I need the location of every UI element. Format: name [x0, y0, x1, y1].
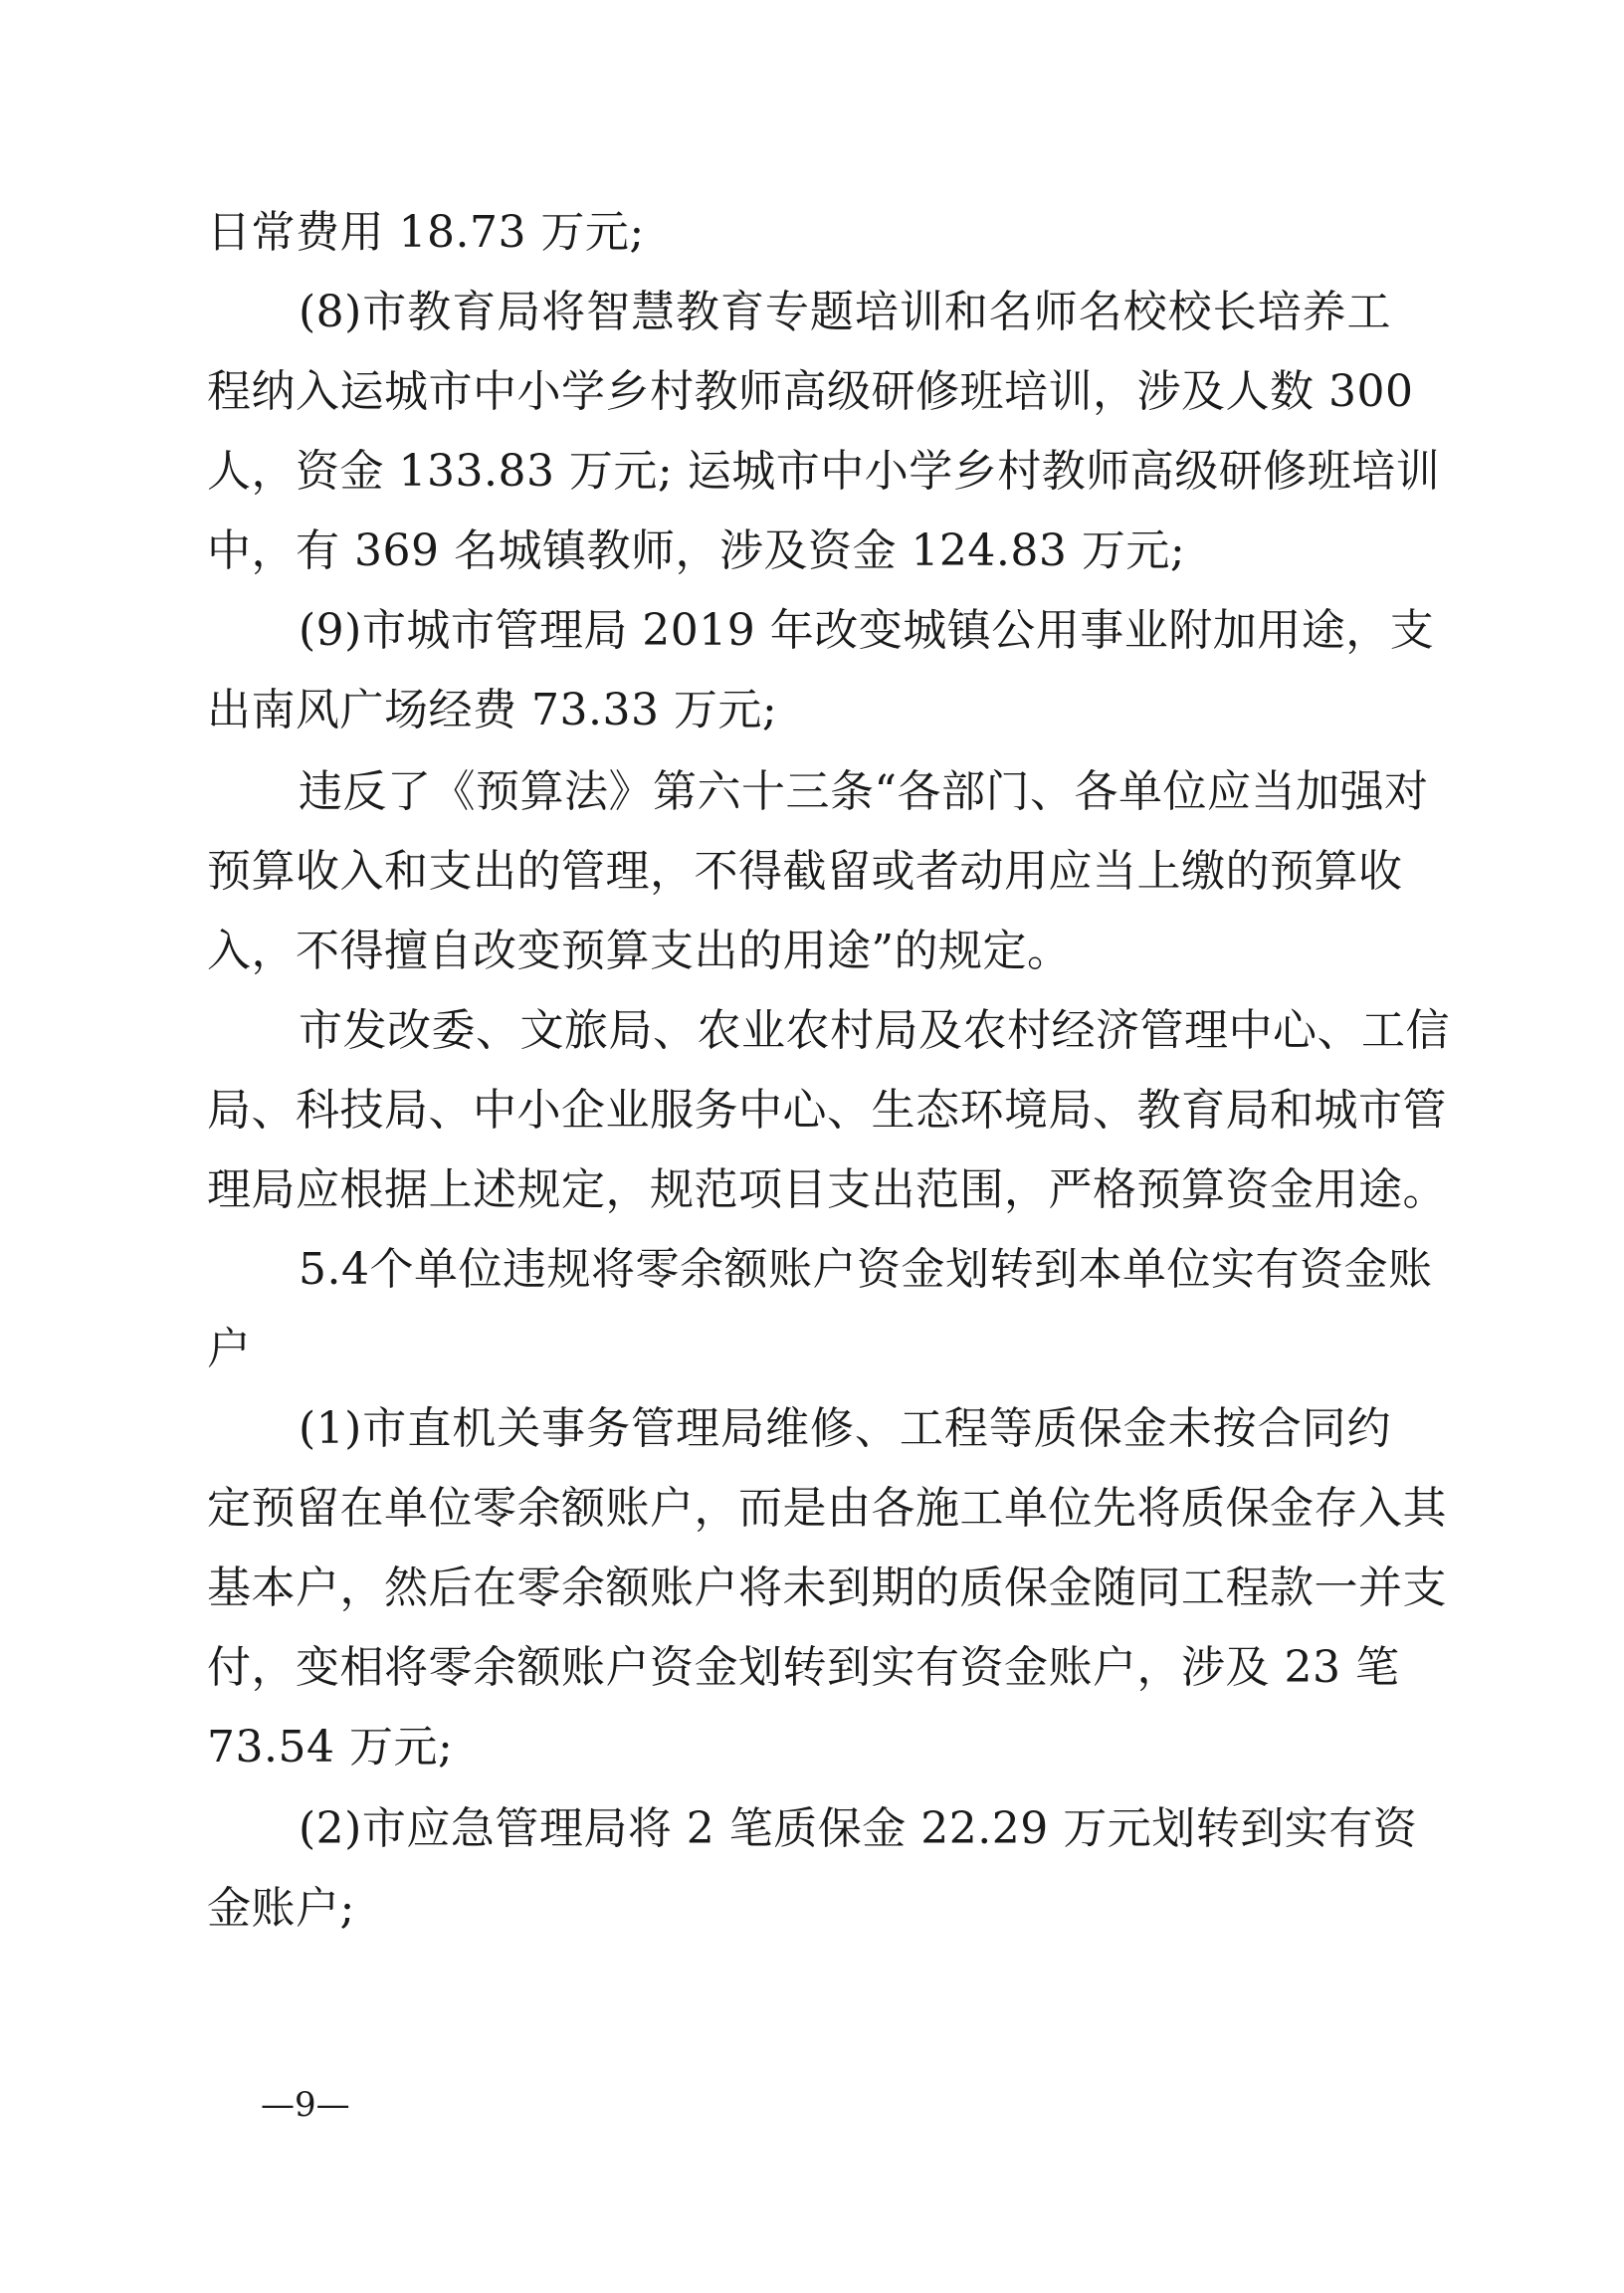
text-line: 日常费用 18.73 万元; — [207, 207, 645, 258]
text-line: 局、科技局、中小企业服务中心、生态环境局、教育局和城市管 — [207, 1085, 1447, 1136]
text-line: 违反了《预算法》第六十三条“各部门、各单位应当加强对 — [299, 766, 1429, 817]
text-line: (8)市教育局将智慧教育专题培训和名师名校校长培养工 — [299, 287, 1391, 337]
text-line: 出南风广场经费 73.33 万元; — [207, 685, 778, 735]
text-line: 户 — [207, 1324, 252, 1374]
text-line: (1)市直机关事务管理局维修、工程等质保金未按合同约 — [299, 1403, 1391, 1454]
text-line: 定预留在单位零余额账户，而是由各施工单位先将质保金存入其 — [207, 1483, 1447, 1534]
text-line: 程纳入运城市中小学乡村教师高级研修班培训，涉及人数 300 — [207, 366, 1414, 417]
text-line: 中，有 369 名城镇教师，涉及资金 124.83 万元; — [207, 525, 1186, 576]
text-line: (2)市应急管理局将 2 笔质保金 22.29 万元划转到实有资 — [299, 1803, 1418, 1854]
text-line: 预算收入和支出的管理，不得截留或者动用应当上缴的预算收 — [207, 846, 1403, 897]
text-line: (9)市城市管理局 2019 年改变城镇公用事业附加用途，支 — [299, 605, 1435, 656]
text-line: 金账户; — [207, 1883, 355, 1934]
text-line: 市发改委、文旅局、农业农村局及农村经济管理中心、工信 — [299, 1005, 1450, 1056]
text-line: 人，资金 133.83 万元; 运城市中小学乡村教师高级研修班培训 — [207, 446, 1441, 497]
text-line: 73.54 万元; — [207, 1722, 454, 1772]
page-number: —9— — [261, 2085, 350, 2125]
text-line: 入，不得擅自改变预算支出的用途”的规定。 — [207, 926, 1072, 976]
text-line: 付，变相将零余额账户资金划转到实有资金账户，涉及 23 笔 — [207, 1642, 1400, 1693]
text-line: 理局应根据上述规定，规范项目支出范围，严格预算资金用途。 — [207, 1164, 1447, 1215]
text-line: 5.4个单位违规将零余额账户资金划转到本单位实有资金账 — [299, 1244, 1433, 1295]
text-line: 基本户，然后在零余额账户将未到期的质保金随同工程款一并支 — [207, 1563, 1447, 1613]
